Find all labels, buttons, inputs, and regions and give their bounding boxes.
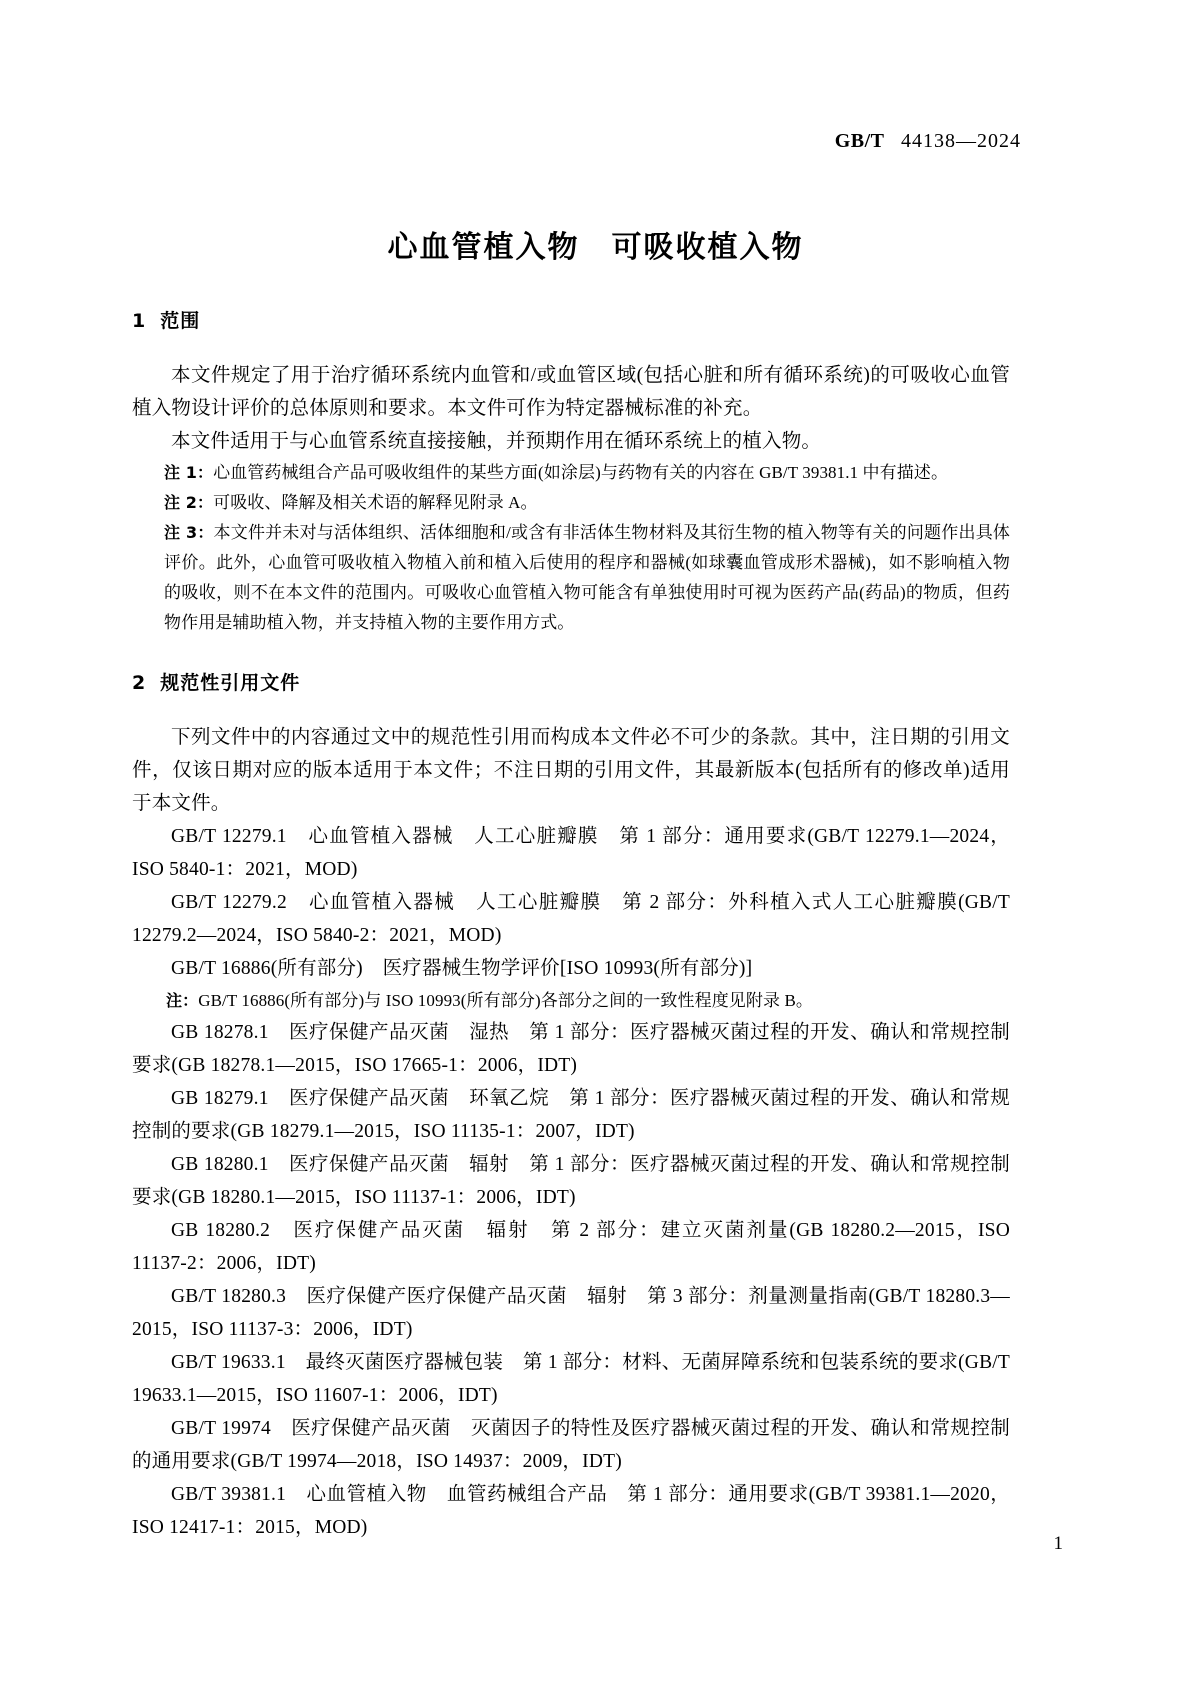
reference-gbt-18280-3: GB/T 18280.3 医疗保健产医疗保健产品灭菌 辐射 第 3 部分：剂量测量指南(GB/T 18280.3—2015，ISO 11137-3：2006，IDT) — [132, 1285, 1010, 1340]
document-body — [132, 310, 1010, 1544]
note-2-label: 注 2： — [164, 492, 214, 512]
running-header — [130, 130, 1021, 153]
reference-note-label: 注： — [166, 990, 199, 1010]
reference-gb-18278-1: GB 18278.1 医疗保健产品灭菌 湿热 第 1 部分：医疗器械灭菌过程的开发、确认和常规控制要求(GB 18278.1—2015，ISO 17665-1：2006，IDT) — [132, 1021, 1010, 1076]
clause-1-note-2 — [132, 488, 1010, 518]
page-title: 心血管植入物 可吸收植入物 — [387, 230, 804, 265]
note-3-label: 注 3： — [164, 522, 214, 542]
clause-2-title: 规范性引用文件 — [160, 671, 301, 694]
clause-1-paragraph-1: 本文件规定了用于治疗循环系统内血管和/或血管区域(包括心脏和所有循环系统)的可吸收心血管植入物设计评价的总体原则和要求。本文件可作为特定器械标准的补充。 — [132, 364, 1010, 419]
reference-gbt-39381-1: GB/T 39381.1 心血管植入物 血管药械组合产品 第 1 部分：通用要求(GB/T 39381.1—2020，ISO 12417-1：2015，MOD) — [132, 1483, 1010, 1538]
clause-1-title: 范围 — [160, 310, 201, 332]
clause-1-paragraph-2: 本文件适用于与心血管系统直接接触，并预期作用在循环系统上的植入物。 — [171, 430, 822, 452]
reference-gb-18280-1: GB 18280.1 医疗保健产品灭菌 辐射 第 1 部分：医疗器械灭菌过程的开发、确认和常规控制要求(GB 18280.1—2015，ISO 11137-1：2006，IDT) — [132, 1153, 1010, 1208]
clause-1-number: 1 — [132, 310, 147, 332]
clause-1-note-3 — [132, 518, 1010, 638]
reference-note-text: GB/T 16886(所有部分)与 ISO 10993(所有部分)各部分之间的一致性程度见附录 B。 — [198, 990, 813, 1010]
clause-2-heading — [132, 672, 1010, 695]
reference-gbt-19974: GB/T 19974 医疗保健产品灭菌 灭菌因子的特性及医疗器械灭菌过程的开发、确认和常规控制的通用要求(GB/T 19974—2018，ISO 14937：2009，IDT) — [132, 1417, 1010, 1472]
page-number: 1 — [1053, 1533, 1063, 1554]
clause-2-intro: 下列文件中的内容通过文中的规范性引用而构成本文件必不可少的条款。其中，注日期的引用文件，仅该日期对应的版本适用于本文件；不注日期的引用文件，其最新版本(包括所有的修改单)适用于本文件。 — [132, 726, 1010, 814]
clause-1-heading — [132, 310, 1010, 333]
reference-gb-18279-1: GB 18279.1 医疗保健产品灭菌 环氧乙烷 第 1 部分：医疗器械灭菌过程的开发、确认和常规控制的要求(GB 18279.1—2015，ISO 11135-1：2007，IDT) — [132, 1087, 1010, 1142]
reference-gbt-12279-2: GB/T 12279.2 心血管植入器械 人工心脏瓣膜 第 2 部分：外科植入式人工心脏瓣膜(GB/T 12279.2—2024，ISO 5840-2：2021，MOD) — [132, 891, 1010, 946]
reference-gbt-16886: GB/T 16886(所有部分) 医疗器械生物学评价[ISO 10993(所有部分)] — [171, 957, 753, 979]
reference-note — [132, 985, 1010, 1016]
reference-gb-18280-2: GB 18280.2 医疗保健产品灭菌 辐射 第 2 部分：建立灭菌剂量(GB 18280.2—2015，ISO 11137-2：2006，IDT) — [132, 1219, 1010, 1274]
clause-2-number: 2 — [132, 671, 147, 694]
note-1-label: 注 1： — [164, 462, 214, 482]
standard-prefix: GB/T — [834, 130, 885, 152]
note-2-text: 可吸收、降解及相关术语的解释见附录 A。 — [213, 492, 538, 512]
reference-gbt-19633-1: GB/T 19633.1 最终灭菌医疗器械包装 第 1 部分：材料、无菌屏障系统和包装系统的要求(GB/T 19633.1—2015，ISO 11607-1：2006，IDT) — [132, 1351, 1010, 1406]
note-3-text: 本文件并未对与活体组织、活体细胞和/或含有非活体生物材料及其衍生物的植入物等有关的问题作出具体评价。此外，心血管可吸收植入物植入前和植入后使用的程序和器械(如球囊血管成形术器械)，如不影响植入物的吸收，则不在本文件的范围内。可吸收心血管植入物可能含有单独使用时可视为医药产品(药品)的物质，但药物作用是辅助植入物，并支持植入物的主要作用方式。 — [164, 522, 1010, 632]
clause-1-note-1 — [132, 458, 1010, 488]
reference-gbt-12279-1: GB/T 12279.1 心血管植入器械 人工心脏瓣膜 第 1 部分：通用要求(GB/T 12279.1—2024，ISO 5840-1：2021，MOD) — [132, 825, 1010, 880]
standard-number: 44138—2024 — [901, 130, 1021, 152]
note-1-text: 心血管药械组合产品可吸收组件的某些方面(如涂层)与药物有关的内容在 GB/T 39381.1 中有描述。 — [213, 462, 949, 482]
